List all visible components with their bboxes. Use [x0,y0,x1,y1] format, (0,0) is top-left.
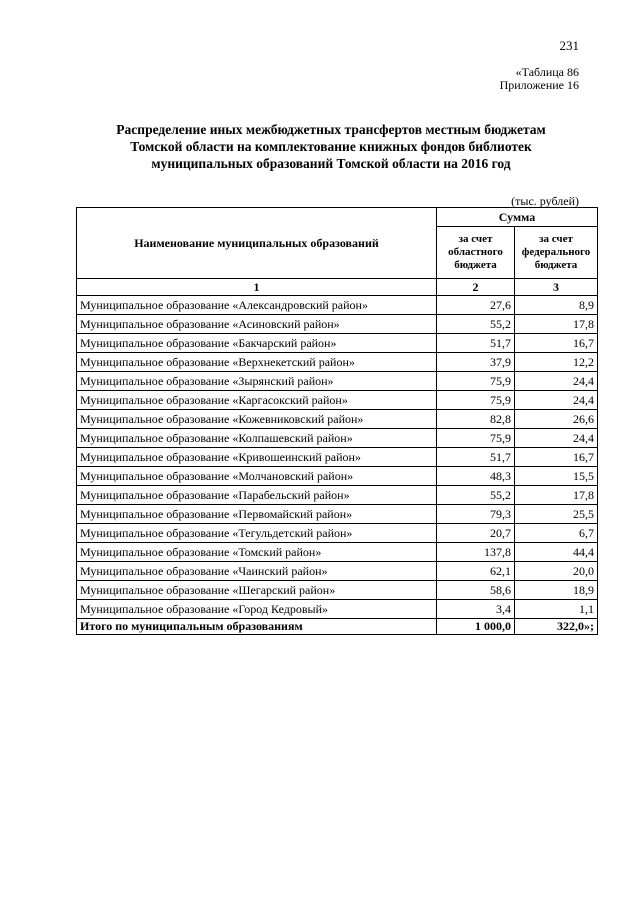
budget-table [76,207,598,635]
title-line: Томской области на комплектование книжных фондов библиотек [130,139,532,154]
regional-amount: 137,8 [437,543,515,562]
table-reference: «Таблица 86 [515,65,579,79]
column-header-sum: Сумма [437,208,598,227]
table-row [77,562,598,581]
column-number: 1 [77,279,437,296]
federal-amount: 20,0 [515,562,598,581]
table-row [77,524,598,543]
regional-amount: 75,9 [437,391,515,410]
federal-amount: 44,4 [515,543,598,562]
table-row [77,581,598,600]
table-row [77,334,598,353]
municipality-name: Муниципальное образование «Кожевниковский район» [77,410,437,429]
document-header [500,66,579,92]
municipality-name: Муниципальное образование «Александровский район» [77,296,437,315]
federal-amount: 16,7 [515,448,598,467]
regional-amount: 20,7 [437,524,515,543]
municipality-name: Муниципальное образование «Тегульдетский район» [77,524,437,543]
table-row [77,467,598,486]
table-row [77,448,598,467]
column-number: 3 [515,279,598,296]
federal-amount: 16,7 [515,334,598,353]
regional-amount: 79,3 [437,505,515,524]
total-federal: 322,0»; [515,619,598,635]
federal-amount: 18,9 [515,581,598,600]
municipality-name: Муниципальное образование «Асиновский район» [77,315,437,334]
regional-amount: 27,6 [437,296,515,315]
regional-amount: 75,9 [437,372,515,391]
column-header-federal: за счет федерального бюджета [515,227,598,279]
municipality-name: Муниципальное образование «Томский район» [77,543,437,562]
regional-amount: 55,2 [437,486,515,505]
federal-amount: 12,2 [515,353,598,372]
federal-amount: 6,7 [515,524,598,543]
regional-amount: 3,4 [437,600,515,619]
regional-amount: 37,9 [437,353,515,372]
table-row [77,391,598,410]
regional-amount: 55,2 [437,315,515,334]
municipality-name: Муниципальное образование «Колпашевский район» [77,429,437,448]
municipality-name: Муниципальное образование «Молчановский район» [77,467,437,486]
municipality-name: Муниципальное образование «Бакчарский район» [77,334,437,353]
table-row [77,410,598,429]
table-row [77,429,598,448]
municipality-name: Муниципальное образование «Чаинский район» [77,562,437,581]
federal-amount: 17,8 [515,315,598,334]
total-row [77,619,598,635]
federal-amount: 8,9 [515,296,598,315]
units-note: (тыс. рублей) [511,194,579,208]
federal-amount: 25,5 [515,505,598,524]
federal-amount: 26,6 [515,410,598,429]
document-title [70,121,592,172]
federal-amount: 24,4 [515,391,598,410]
regional-amount: 51,7 [437,448,515,467]
table-row [77,315,598,334]
regional-amount: 82,8 [437,410,515,429]
table-row [77,353,598,372]
column-header-name: Наименование муниципальных образований [77,208,437,279]
total-label: Итого по муниципальным образованиям [77,619,437,635]
municipality-name: Муниципальное образование «Верхнекетский район» [77,353,437,372]
municipality-name: Муниципальное образование «Шегарский район» [77,581,437,600]
municipality-name: Муниципальное образование «Парабельский район» [77,486,437,505]
title-line: Распределение иных межбюджетных трансфертов местным бюджетам [116,122,546,137]
table-row [77,505,598,524]
federal-amount: 1,1 [515,600,598,619]
federal-amount: 15,5 [515,467,598,486]
federal-amount: 24,4 [515,372,598,391]
municipality-name: Муниципальное образование «Каргасокский район» [77,391,437,410]
regional-amount: 48,3 [437,467,515,486]
regional-amount: 51,7 [437,334,515,353]
municipality-name: Муниципальное образование «Кривошеинский район» [77,448,437,467]
table-row [77,600,598,619]
column-number: 2 [437,279,515,296]
table-row [77,372,598,391]
regional-amount: 75,9 [437,429,515,448]
regional-amount: 62,1 [437,562,515,581]
table-row [77,486,598,505]
municipality-name: Муниципальное образование «Город Кедровый» [77,600,437,619]
page-number: 231 [559,38,579,53]
municipality-name: Муниципальное образование «Первомайский район» [77,505,437,524]
appendix-reference: Приложение 16 [499,78,579,92]
column-header-regional: за счет областного бюджета [437,227,515,279]
municipality-name: Муниципальное образование «Зырянский район» [77,372,437,391]
regional-amount: 58,6 [437,581,515,600]
title-line: муниципальных образований Томской области на 2016 год [151,156,511,171]
federal-amount: 17,8 [515,486,598,505]
federal-amount: 24,4 [515,429,598,448]
table-row [77,543,598,562]
total-regional: 1 000,0 [437,619,515,635]
table-row [77,296,598,315]
